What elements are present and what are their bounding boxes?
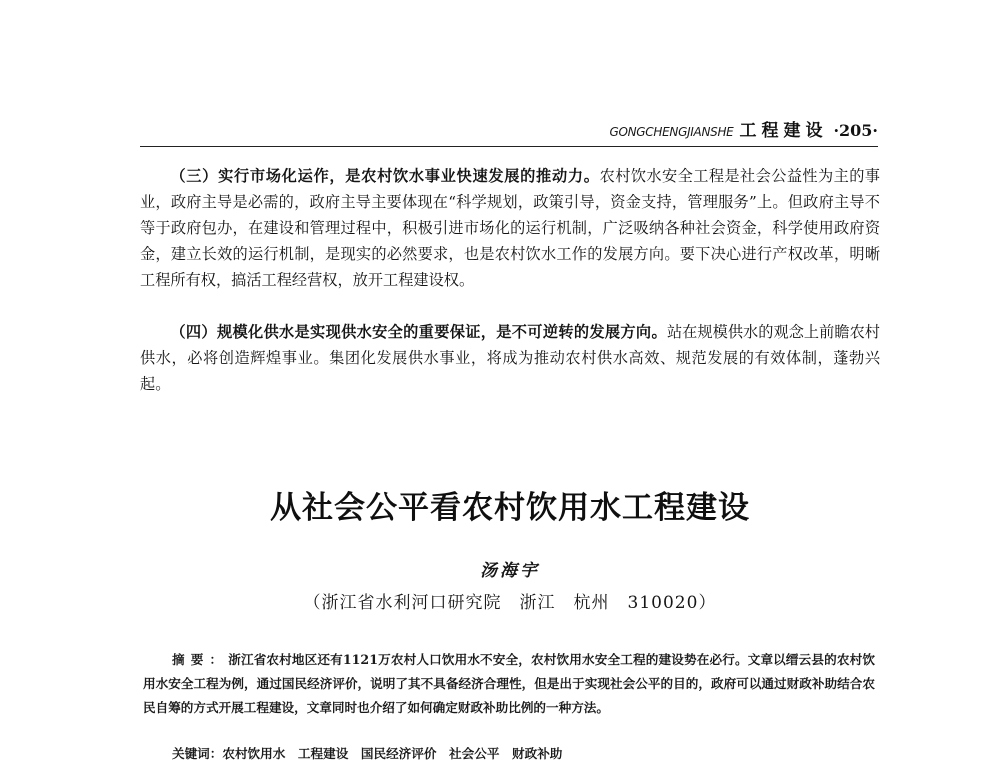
journal-name-chinese: 工程建设 — [739, 121, 828, 141]
paragraph-section-3 — [140, 163, 880, 293]
paragraph-body-3: 农村饮水安全工程是社会公益性为主的事业，政府主导是必需的，政府主导主要体现在“科学规划，政策引导，资金支持，管理服务”上。但政府主导不等于政府包办，在建设和管理过程中，积极引进市场化的运行机制，广泛吸纳各种社会资金，科学使用政府资金，建立长效的运行机制，是现实的必然要求，也是农村饮水工作的发展方向。要下决心进行产权改革，明晰工程所有权，搞活工程经营权，放开工程建设权。 — [140, 167, 880, 289]
header-rule — [140, 146, 878, 147]
abstract-text: 浙江省农村地区还有1121万农村人口饮用水不安全，农村饮用水安全工程的建设势在必行。文章以缙云县的农村饮用水安全工程为例，通过国民经济评价，说明了其不具备经济合理性，但是出于实现社会公平的目的，政府可以通过财政补助结合农民自筹的方式开展工程建设，文章同时也介绍了如何确定财政补助比例的一种方法。 — [143, 652, 875, 715]
header-right-group — [609, 116, 878, 141]
keywords-label: 关键词： — [171, 746, 223, 760]
paragraph-lead-3: （三）实行市场化运作，是农村饮水事业快速发展的推动力。 — [170, 167, 600, 185]
keywords — [143, 742, 875, 760]
keywords-text: 农村饮用水 工程建设 国民经济评价 社会公平 财政补助 — [222, 746, 563, 760]
page-number: ·205· — [833, 121, 878, 140]
running-header — [140, 116, 878, 142]
paragraph-lead-4: （四）规模化供水是实现供水安全的重要保证，是不可逆转的发展方向。 — [170, 323, 667, 341]
paragraph-section-4 — [140, 319, 880, 397]
abstract — [143, 648, 875, 720]
author-name: 汤海宇 — [480, 561, 540, 581]
abstract-label: 摘要： — [171, 652, 229, 667]
paragraph-body-4: 站在规模供水的观念上前瞻农村供水，必将创造辉煌事业。集团化发展供水事业，将成为推动农村供水高效、规范发展的有效体制，蓬勃兴起。 — [140, 323, 880, 393]
article-title: 从社会公平看农村饮用水工程建设 — [270, 490, 750, 526]
journal-name-latin: GONGCHENGJIANSHE — [609, 125, 734, 139]
author-affiliation: （浙江省水利河口研究院 浙江 杭州 310020） — [303, 593, 717, 613]
